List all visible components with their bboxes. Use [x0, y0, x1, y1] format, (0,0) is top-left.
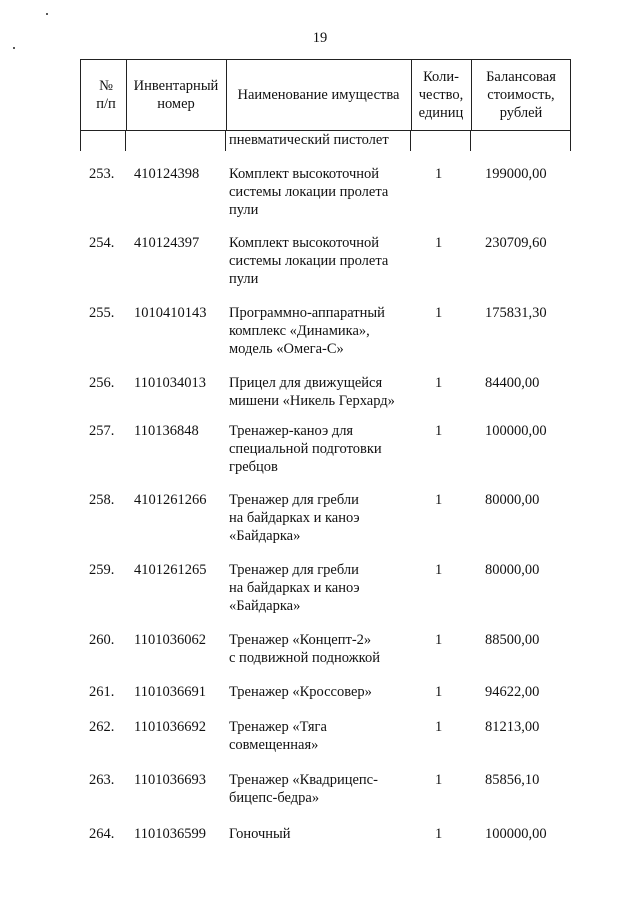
- quantity: 1: [435, 235, 443, 251]
- property-name-line: бицепс-бедра»: [229, 790, 320, 806]
- row-number: 259.: [89, 562, 115, 578]
- inventory-number: 1101036691: [134, 684, 206, 700]
- balance-cost: 199000,00: [485, 166, 547, 182]
- column-line: [125, 131, 126, 151]
- table-header: [80, 59, 571, 131]
- row-number: 264.: [89, 826, 115, 842]
- quantity: 1: [435, 492, 443, 508]
- property-name-line: модель «Омега-С»: [229, 341, 344, 357]
- inventory-number: 410124398: [134, 166, 200, 182]
- quantity: 1: [435, 562, 443, 578]
- property-name-line: Комплект высокоточной: [229, 235, 380, 251]
- balance-cost: 88500,00: [485, 632, 540, 648]
- property-name-line: Прицел для движущейся: [229, 375, 383, 391]
- property-name-line: пули: [229, 202, 259, 218]
- page-number: 19: [312, 30, 328, 46]
- property-name-line: «Байдарка»: [229, 598, 301, 614]
- property-name: [229, 374, 419, 410]
- property-name: [229, 561, 419, 615]
- property-name-line: системы локации пролета: [229, 253, 389, 269]
- quantity: 1: [435, 375, 443, 391]
- property-name-line: на байдарках и каноэ: [229, 510, 360, 526]
- property-name: [229, 631, 419, 667]
- balance-cost: 85856,10: [485, 772, 540, 788]
- header-col-inv: [127, 60, 225, 130]
- balance-cost: 80000,00: [485, 562, 540, 578]
- property-name-line: специальной подготовки: [229, 441, 382, 457]
- column-line: [470, 131, 471, 151]
- balance-cost: 230709,60: [485, 235, 547, 251]
- property-name-line: совмещенная»: [229, 737, 319, 753]
- property-name-line: «Байдарка»: [229, 528, 301, 544]
- column-line: [225, 131, 226, 151]
- quantity: 1: [435, 772, 443, 788]
- inventory-number: 4101261265: [134, 562, 207, 578]
- quantity: 1: [435, 719, 443, 735]
- property-name: [229, 771, 419, 807]
- property-name-line: на байдарках и каноэ: [229, 580, 360, 596]
- property-name-line: Тренажер «Квадрицепс-: [229, 772, 378, 788]
- row-number: 263.: [89, 772, 115, 788]
- property-name: [229, 683, 419, 701]
- header-col-num-text: № п/п: [96, 78, 116, 112]
- property-name: [229, 491, 419, 545]
- continuation-text: пневматический пистолет: [229, 132, 389, 148]
- property-name-line: Тренажер «Тяга: [229, 719, 327, 735]
- row-number: 254.: [89, 235, 115, 251]
- inventory-number: 1101036693: [134, 772, 206, 788]
- property-name-line: Гоночный: [229, 826, 291, 842]
- row-number: 255.: [89, 305, 115, 321]
- property-name: [229, 304, 419, 358]
- property-name-line: Программно-аппаратный: [229, 305, 385, 321]
- property-name: [229, 422, 419, 476]
- header-col-cost: [472, 60, 570, 130]
- property-name-line: Тренажер для гребли: [229, 562, 359, 578]
- balance-cost: 100000,00: [485, 423, 547, 439]
- inventory-number: 1101036692: [134, 719, 206, 735]
- property-name-line: Тренажер для гребли: [229, 492, 359, 508]
- property-name-line: комплекс «Динамика»,: [229, 323, 370, 339]
- row-number: 256.: [89, 375, 115, 391]
- row-number: 262.: [89, 719, 115, 735]
- property-name-line: с подвижной подножкой: [229, 650, 381, 666]
- scan-speck: [13, 47, 15, 49]
- inventory-number: 1010410143: [134, 305, 207, 321]
- property-name-line: системы локации пролета: [229, 184, 389, 200]
- property-name-line: Тренажер «Концепт-2»: [229, 632, 372, 648]
- inventory-number: 1101034013: [134, 375, 206, 391]
- inventory-number: 1101036599: [134, 826, 206, 842]
- row-number: 261.: [89, 684, 115, 700]
- row-number: 258.: [89, 492, 115, 508]
- header-col-name-text: Наименование имущества: [237, 87, 400, 103]
- property-name-line: Комплект высокоточной: [229, 166, 380, 182]
- header-col-qty-text: Коли-чество, единиц: [418, 69, 464, 121]
- property-name-line: Тренажер-каноэ для: [229, 423, 354, 439]
- property-name: [229, 165, 419, 219]
- property-name: [229, 825, 419, 843]
- quantity: 1: [435, 305, 443, 321]
- header-col-qty: [412, 60, 470, 130]
- row-number: 253.: [89, 166, 115, 182]
- quantity: 1: [435, 423, 443, 439]
- header-col-name: [227, 60, 410, 130]
- balance-cost: 80000,00: [485, 492, 540, 508]
- quantity: 1: [435, 166, 443, 182]
- balance-cost: 84400,00: [485, 375, 540, 391]
- inventory-number: 1101036062: [134, 632, 206, 648]
- property-name-line: пули: [229, 271, 259, 287]
- inventory-number: 4101261266: [134, 492, 207, 508]
- column-line: [80, 131, 81, 151]
- row-number: 257.: [89, 423, 115, 439]
- column-line: [410, 131, 411, 151]
- column-line: [570, 131, 571, 151]
- scan-speck: [46, 13, 48, 15]
- inventory-number: 410124397: [134, 235, 200, 251]
- property-name: [229, 234, 419, 288]
- quantity: 1: [435, 826, 443, 842]
- balance-cost: 94622,00: [485, 684, 540, 700]
- header-col-inv-text: Инвентарный номер: [133, 78, 219, 112]
- quantity: 1: [435, 684, 443, 700]
- balance-cost: 175831,30: [485, 305, 547, 321]
- property-name: [229, 718, 419, 754]
- header-col-cost-text: Балансовая стоимость, рублей: [486, 69, 556, 121]
- property-name-line: мишени «Никель Герхард»: [229, 393, 395, 409]
- quantity: 1: [435, 632, 443, 648]
- inventory-number: 110136848: [134, 423, 199, 439]
- property-name-line: Тренажер «Кроссовер»: [229, 684, 372, 700]
- balance-cost: 100000,00: [485, 826, 547, 842]
- balance-cost: 81213,00: [485, 719, 540, 735]
- property-name-line: гребцов: [229, 459, 278, 475]
- header-col-num: [91, 60, 121, 130]
- row-number: 260.: [89, 632, 115, 648]
